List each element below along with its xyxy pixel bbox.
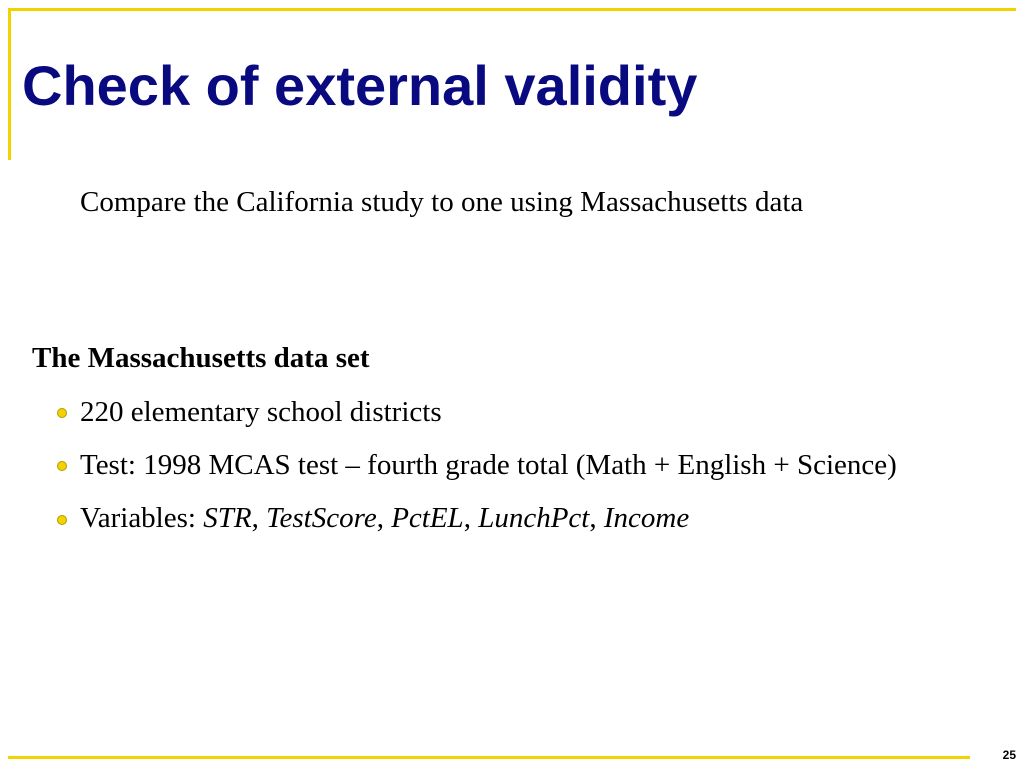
variable-name: TestScore xyxy=(266,502,377,534)
page-number: 25 xyxy=(1002,748,1016,762)
section-heading: The Massachusetts data set xyxy=(32,342,370,374)
bullet-text: 220 elementary school districts xyxy=(80,396,442,428)
bullet-item-districts xyxy=(0,386,1024,439)
bullet-dot-icon xyxy=(57,515,67,525)
bullet-text: Test: 1998 MCAS test – fourth grade total (Math + English + Science) xyxy=(80,449,897,481)
variable-name: PctEL xyxy=(391,502,464,534)
top-accent-rule xyxy=(8,8,1016,11)
bullet-list xyxy=(0,386,1024,545)
bottom-accent-rule xyxy=(8,756,970,759)
bullet-dot-icon xyxy=(57,408,67,418)
variable-name: LunchPct xyxy=(478,502,590,534)
intro-text: Compare the California study to one using Massachusetts data xyxy=(80,186,804,218)
left-accent-rule xyxy=(8,8,11,160)
variable-list: STR, TestScore, PctEL, LunchPct, Income xyxy=(203,502,690,534)
variable-name: STR xyxy=(203,502,252,534)
bullet-item-test xyxy=(0,439,1024,492)
variables-label: Variables: xyxy=(80,502,204,534)
slide-title: Check of external validity xyxy=(22,54,698,117)
variable-name: Income xyxy=(603,502,690,534)
bullet-item-variables xyxy=(0,492,1024,545)
bullet-dot-icon xyxy=(57,461,67,471)
